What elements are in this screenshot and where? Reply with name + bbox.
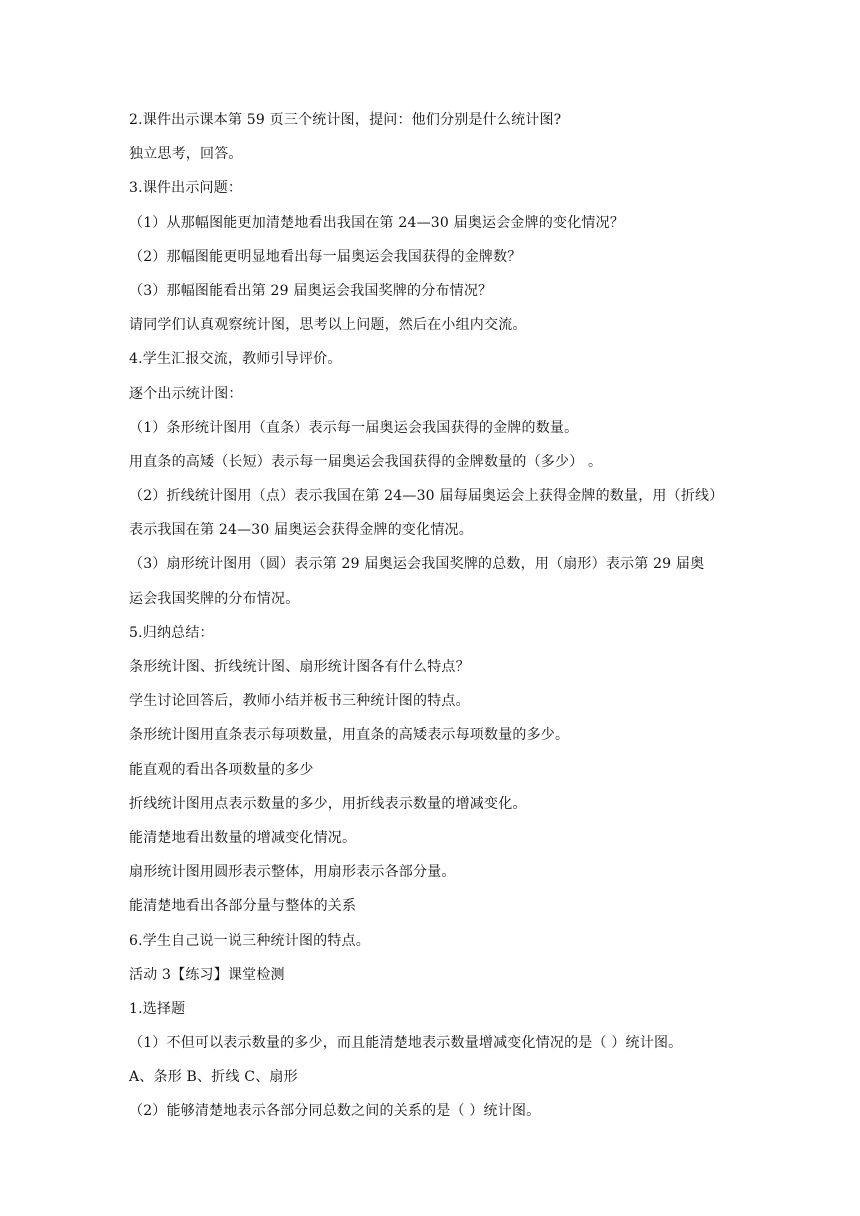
paragraph-line: （1）条形统计图用（直条）表示每一届奥运会我国获得的金牌的数量。 [129,419,579,436]
paragraph-line: （3）那幅图能看出第 29 届奥运会我国奖牌的分布情况？ [129,282,493,299]
paragraph-line: 逐个出示统计图： [129,385,243,402]
paragraph-line: 5.归纳总结： [129,624,214,641]
paragraph-line: （3）扇形统计图用（圆）表示第 29 届奥运会我国奖牌的总数，用（扇形）表示第 29 届奥 [129,556,705,573]
paragraph-line: 能直观的看出各项数量的多少 [129,761,314,778]
paragraph-line: 学生讨论回答后，教师小结并板书三种统计图的特点。 [129,693,470,710]
paragraph-line: 2.课件出示课本第 59 页三个统计图，提问：他们分别是什么统计图? [129,112,562,128]
paragraph-line: 能清楚地看出各部分量与整体的关系 [129,898,357,915]
paragraph-line: （2）那幅图能更明显地看出每一届奥运会我国获得的金牌数？ [129,248,522,265]
paragraph-line: 请同学们认真观察统计图，思考以上问题，然后在小组内交流。 [129,317,527,334]
paragraph-line: 条形统计图、折线统计图、扇形统计图各有什么特点？ [129,659,470,675]
paragraph-line: A、条形 B、折线 C、扇形 [129,1069,298,1086]
paragraph-line: 4.学生汇报交流，教师引导评价。 [129,351,342,368]
paragraph-line: 能清楚地看出数量的增减变化情况。 [129,829,357,846]
paragraph-line: 扇形统计图用圆形表示整体，用扇形表示各部分量。 [129,864,456,881]
paragraph-line: （1）不但可以表示数量的多少，而且能清楚地表示数量增减变化情况的是（ ）统计图。 [129,1035,683,1052]
paragraph-line: （2）折线统计图用（点）表示我国在第 24—30 届每届奥运会上获得金牌的数量，用（折线） [129,488,724,505]
document-body [129,103,739,1129]
paragraph-line: 表示我国在第 24—30 届奥运会获得金牌的变化情况。 [129,522,473,539]
paragraph-line: 条形统计图用直条表示每项数量，用直条的高矮表示每项数量的多少。 [129,727,570,744]
paragraph-line: 独立思考，回答。 [129,146,243,163]
paragraph-line: 运会我国奖牌的分布情况。 [129,590,300,607]
paragraph-line: 6.学生自己说一说三种统计图的特点。 [129,932,370,949]
paragraph-line: 3.课件出示问题： [129,180,243,197]
paragraph-line: （1）从那幅图能更加清楚地看出我国在第 24—30 届奥运会金牌的变化情况？ [129,214,625,231]
paragraph-line: 活动 3【练习】课堂检测 [129,966,285,983]
paragraph-line: 折线统计图用点表示数量的多少，用折线表示数量的增减变化。 [129,795,527,812]
paragraph-line: 用直条的高矮（长短）表示每一届奥运会我国获得的金牌数量的（多少） 。 [129,453,603,470]
paragraph-line: （2）能够清楚地表示各部分同总数之间的关系的是（ ）统计图。 [129,1103,541,1120]
paragraph-line: 1.选择题 [129,1000,186,1017]
